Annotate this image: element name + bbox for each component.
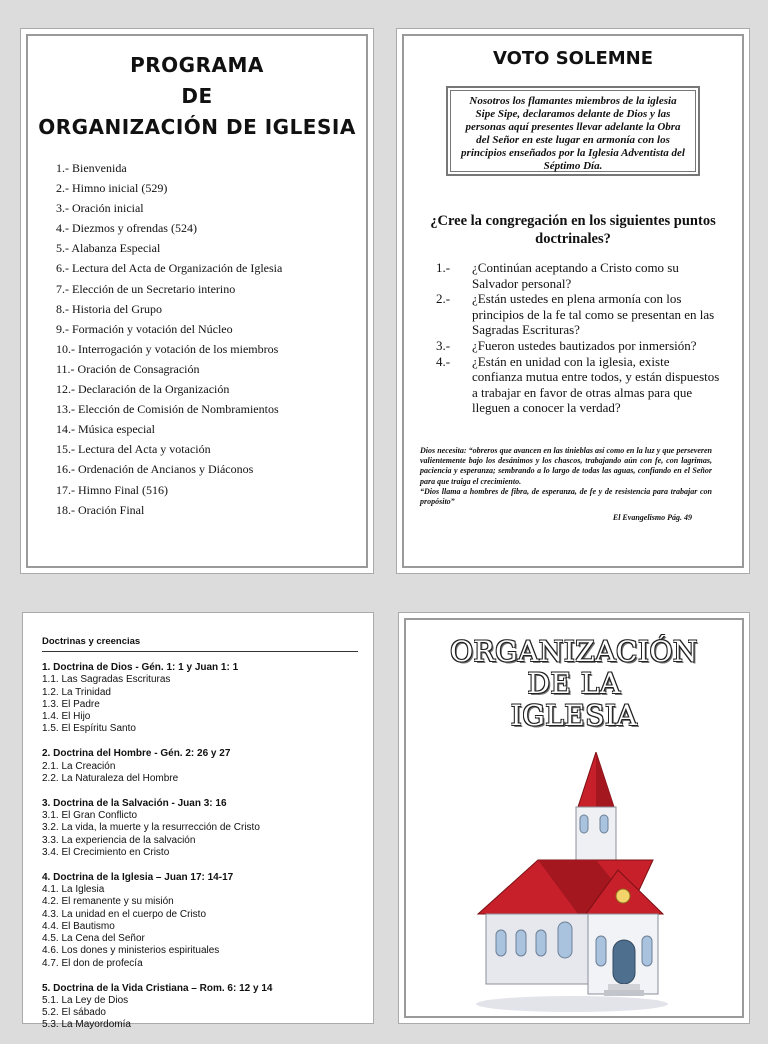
program-item: 7.- Elección de un Secretario interino (56, 281, 236, 296)
doctrines-heading: Doctrinas y creencias (42, 636, 358, 652)
doctrine-section (42, 798, 362, 859)
doctrine-item: 1.3. El Padre (42, 698, 100, 710)
doctrinal-point (436, 338, 722, 354)
doctrine-item: 2.1. La Creación (42, 760, 116, 772)
program-item: 18.- Oración Final (56, 502, 145, 517)
doctrine-section (42, 748, 362, 785)
doctrine-sections (42, 662, 362, 1044)
doctrine-item: 4.5. La Cena del Señor (42, 933, 145, 945)
doctrine-section-title: 3. Doctrina de la Salvación - Juan 3: 16 (42, 797, 227, 809)
point-number: 2.- (436, 291, 451, 307)
program-title (20, 50, 374, 143)
doctrinal-point (436, 354, 722, 416)
quote-source: El Evangelismo Pág. 49 (612, 513, 692, 523)
vow-text: Nosotros los flamantes miembros de la iglesia Sipe Sipe, declaramos delante de Dios y las personas aquí presentes llevar adelante la Obra del Señor en este lugar en armonía con los principios enseñados por la Iglesia Adventista del Séptimo Día. (450, 90, 696, 172)
point-text: ¿Fueron ustedes bautizados por inmersión? (472, 337, 697, 353)
doctrine-section-title: 2. Doctrina del Hombre - Gén. 2: 26 y 27 (42, 748, 231, 760)
program-item: 15.- Lectura del Acta y votación (56, 442, 211, 457)
doctrine-item: 3.4. El Crecimiento en Cristo (42, 846, 170, 858)
doctrine-item: 1.4. El Hijo (42, 711, 91, 723)
doctrine-item: 3.1. El Gran Conflicto (42, 809, 138, 821)
program-item: 2.- Himno inicial (529) (56, 181, 168, 196)
doctrine-section-title: 5. Doctrina de la Vida Cristiana – Rom. 6: 12 y 14 (42, 982, 273, 994)
program-item: 4.- Diezmos y ofrendas (524) (56, 221, 197, 236)
doctrine-item: 1.2. La Trinidad (42, 686, 111, 698)
cover-title-line-2: DE LA (527, 667, 621, 700)
doctrine-item: 4.3. La unidad en el cuerpo de Cristo (42, 908, 206, 920)
doctrine-item: 3.2. La vida, la muerte y la resurrección de Cristo (42, 822, 260, 834)
program-item: 3.- Oración inicial (56, 201, 144, 216)
point-text: ¿Están en unidad con la iglesia, existe confianza mutua entre todos, y están dispuestos a trabajar en favor de otras almas para que lleguen a conocer la verdad? (472, 353, 720, 416)
program-item: 6.- Lectura del Acta de Organización de Iglesia (56, 261, 283, 276)
doctrine-section-title: 1. Doctrina de Dios - Gén. 1: 1 y Juan 1: 1 (42, 662, 239, 673)
doctrine-item: 1.5. El Espíritu Santo (42, 723, 136, 735)
doctrinal-points-list (436, 260, 722, 416)
cover-title-line-3: IGLESIA (510, 699, 638, 732)
program-item: 8.- Historia del Grupo (56, 301, 162, 316)
vow-title: VOTO SOLEMNE (492, 48, 654, 69)
cover-title (398, 636, 750, 732)
program-title-line-2: DE (181, 84, 213, 108)
program-item: 1.- Bienvenida (56, 161, 127, 175)
church-illustration (468, 752, 668, 1014)
doctrine-item: 4.6. Los dones y ministerios espirituales (42, 945, 220, 957)
program-title-line-1: PROGRAMA (130, 53, 264, 77)
congregation-question: ¿Cree la congregación en los siguientes puntos doctrinales? (430, 213, 716, 247)
doctrine-section (42, 662, 362, 736)
quote-text-2: “Dios llama a hombres de fibra, de esperanza, de fe y de resistencia para trabajar con propósito” (420, 486, 712, 507)
cover-title-line-1: ORGANIZACIÓN (450, 635, 698, 668)
vow-box (446, 86, 700, 176)
doctrine-item: 1.1. Las Sagradas Escrituras (42, 674, 171, 686)
program-list (56, 158, 282, 520)
doctrine-section (42, 872, 362, 970)
program-title-line-3: ORGANIZACIÓN DE IGLESIA (38, 115, 356, 139)
vow-page (396, 28, 750, 574)
doctrine-item: 4.4. El Bautismo (42, 920, 115, 932)
doctrine-section-title: 4. Doctrina de la Iglesia – Juan 17: 14-17 (42, 871, 234, 883)
doctrine-item: 5.3. La Mayordomía (42, 1019, 131, 1031)
doctrine-item: 3.3. La experiencia de la salvación (42, 834, 196, 846)
program-item: 17.- Himno Final (516) (56, 482, 168, 497)
program-item: 14.- Música especial (56, 422, 155, 437)
program-item: 12.- Declaración de la Organización (56, 382, 230, 397)
quote-block (420, 446, 712, 523)
cover-page (398, 612, 750, 1024)
program-item: 11.- Oración de Consagración (56, 361, 200, 376)
doctrine-section (42, 983, 362, 1032)
quote-text-1: Dios necesita: “obreros que avancen en las tinieblas así como en la luz y que perseveren valientemente bajo los desánimos y los chascos, trabajando aún con fe, con lagrimas, paciencia y esperanza; sembrando a lo largo de todas las aguas, confiando en el Señor para que traiga el crecimiento. (420, 446, 712, 486)
program-page (20, 28, 374, 574)
program-item: 13.- Elección de Comisión de Nombramientos (56, 402, 279, 417)
point-number: 1.- (436, 260, 451, 275)
point-number: 4.- (436, 353, 451, 369)
program-item: 9.- Formación y votación del Núcleo (56, 321, 233, 336)
doctrine-item: 4.2. El remanente y su misión (42, 896, 174, 908)
doctrinal-point (436, 291, 722, 338)
doctrines-page (22, 612, 374, 1031)
doctrine-item: 4.1. La Iglesia (42, 883, 105, 895)
program-item: 5.- Alabanza Especial (56, 241, 161, 256)
doctrinal-point (436, 260, 722, 291)
program-item: 10.- Interrogación y votación de los miembros (56, 341, 279, 356)
doctrine-item: 4.7. El don de profecía (42, 957, 143, 969)
doctrine-item: 2.2. La Naturaleza del Hombre (42, 772, 179, 784)
doctrine-item: 5.1. La Ley de Dios (42, 994, 129, 1006)
doctrine-item: 5.2. El sábado (42, 1007, 106, 1019)
point-text: ¿Están ustedes en plena armonía con los principios de la fe tal como se presentan en las Sagradas Escrituras? (472, 291, 715, 338)
point-number: 3.- (436, 337, 451, 353)
point-text: ¿Continúan aceptando a Cristo como su Salvador personal? (472, 260, 679, 291)
program-item: 16.- Ordenación de Ancianos y Diáconos (56, 462, 254, 477)
